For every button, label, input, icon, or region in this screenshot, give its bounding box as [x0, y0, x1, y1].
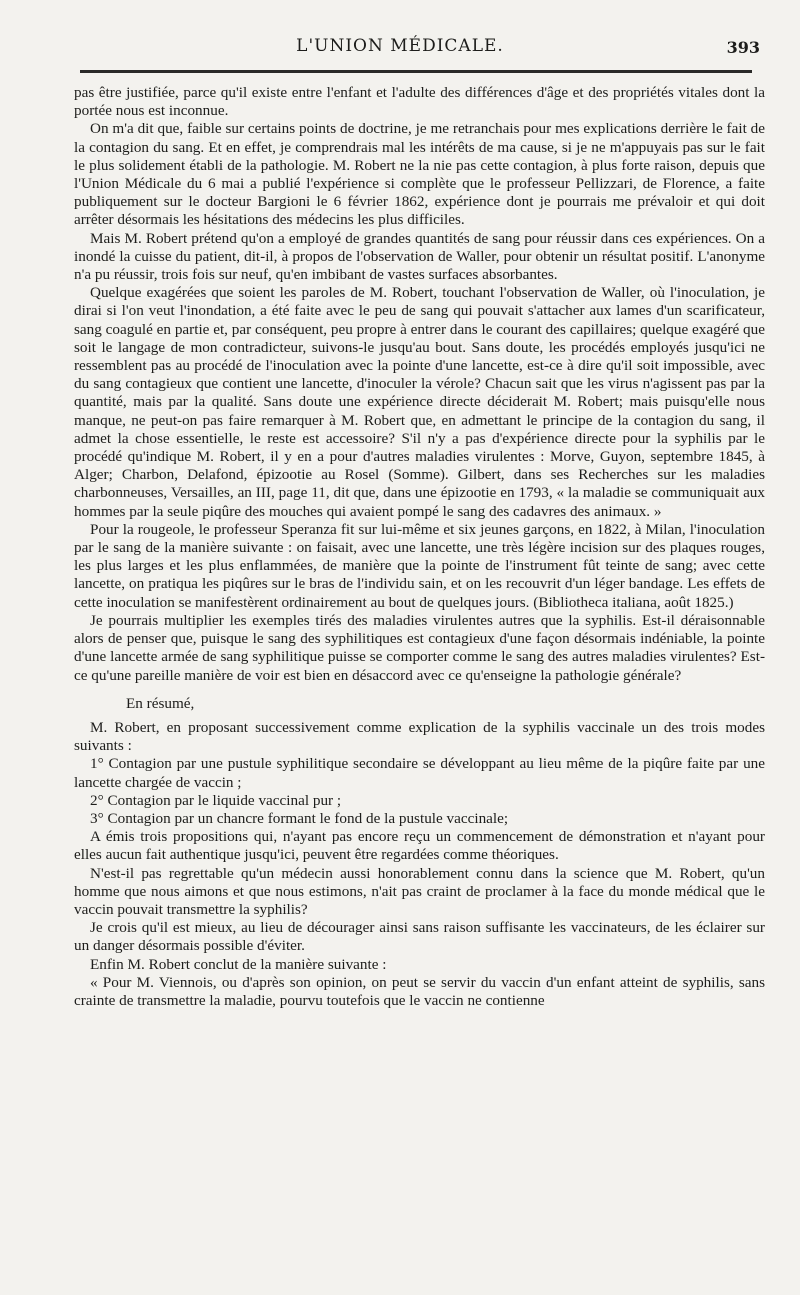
- paragraph-2: On m'a dit que, faible sur certains points de doctrine, je me retranchais pour mes explications derrière le fait de la contagion du sang. Et en effet, je comprendrais mal les intérêts de ma cause, si je ne m'appuyais pas sur le fait le plus solidement établi de la pathologie. M. Robert ne la nie pas cette contagion, à plus forte raison, depuis que l'Union Médicale du 6 mai a publié l'expérience si complète que le professeur Pellizzari, de Florence, a faite publiquement sur le docteur Bargioni le 6 février 1862, expérience dont je pourrais me prévaloir et qui doit arrêter désormais les hésitations des médecins les plus difficiles.: [74, 120, 765, 229]
- paragraph-9: N'est-il pas regrettable qu'un médecin aussi honorablement connu dans la science que M. Robert, qu'un homme que nous aimons et que nous estimons, n'ait pas craint de proclamer à la face du monde médical que le vaccin pouvait transmettre la syphilis?: [74, 864, 765, 918]
- list-item-3: 3° Contagion par un chancre formant le fond de la pustule vaccinale;: [90, 809, 509, 827]
- paragraph-6: Je pourrais multiplier les exemples tirés des maladies virulentes autres que la syphilis. Est-il déraisonnable alors de penser que, puisque le sang des syphilitiques est contagieux d'une façon désormais indéniable, la pointe d'une lancette armée de sang syphilitique puisse se comporter comme le sang des autres maladies virulentes? Est-ce qu'une pareille manière de voir est bien en désaccord avec ce qu'enseigne la pathologie générale?: [74, 611, 765, 684]
- paragraph-8: A émis trois propositions qui, n'ayant pas encore reçu un commencement de démonstration et n'ayant pour elles aucun fait authentique jusqu'ici, peuvent être regardées comme théoriques.: [74, 828, 765, 864]
- paragraph-1: pas être justifiée, parce qu'il existe entre l'enfant et l'adulte des différences d'âge et des propriétés vitales dont la portée nous est inconnue.: [74, 84, 765, 120]
- header-rule: [80, 70, 752, 73]
- summary-heading: En résumé,: [126, 694, 195, 712]
- paragraph-3: Mais M. Robert prétend qu'on a employé de grandes quantités de sang pour réussir dans ces expériences. On a inondé la cuisse du patient, dit-il, à propos de l'observation de Waller, pour obtenir un résultat positif. L'anonyme n'a pu réussir, trois fois sur neuf, qu'en imbibant de vastes surfaces absorbantes.: [74, 229, 765, 284]
- list-item-2: 2° Contagion par le liquide vaccinal pur ;: [90, 791, 342, 809]
- paragraph-12: « Pour M. Viennois, ou d'après son opinion, on peut se servir du vaccin d'un enfant atteint de syphilis, sans crainte de transmettre la maladie, pourvu toutefois que le vaccin ne contienne: [74, 973, 765, 1009]
- page-number: 393: [726, 38, 760, 57]
- list-item-1: 1° Contagion par une pustule syphilitique secondaire se développant au lieu même de la piqûre faite par une lancette chargée de vaccin ;: [74, 755, 765, 791]
- paragraph-7: M. Robert, en proposant successivement comme explication de la syphilis vaccinale un des trois modes suivants :: [74, 718, 765, 755]
- running-title: L'UNION MÉDICALE.: [296, 36, 504, 56]
- paragraph-10: Je crois qu'il est mieux, au lieu de décourager ainsi sans raison suffisante les vaccinateurs, de les éclairer sur un danger désormais possible d'éviter.: [74, 919, 765, 955]
- body-text: [74, 84, 765, 1010]
- paragraph-4: Quelque exagérées que soient les paroles de M. Robert, touchant l'observation de Waller, où l'inoculation, je dirai si l'on veut l'inondation, a été faite avec le peu de sang qui pouvait s'attacher aux lames d'un scarificateur, sang coagulé en partie et, par conséquent, peu propre à entrer dans le courant des capillaires; quelque exagéré que soit le langage de mon contradicteur, suivons-le jusqu'au bout. Sans doute, les procédés employés jusqu'ici ne ressemblent pas au procédé de l'inoculation avec la pointe d'une lancette, est-ce à dire qu'il soit impossible, avec du sang contagieux que contient une lancette, d'inoculer la vérole? Chacun sait que les virus n'agissent pas par la quantité, mais par la qualité. Sans doute une expérience directe déciderait M. Robert; mais puisqu'elle nous manque, ne peut-on pas faire remarquer à M. Robert que, en admettant le principe de la contagion du sang, il admet la chose essentielle, le reste est accessoire? S'il n'y a pas d'expérience directe pour la syphilis par le procédé qu'indique M. Robert, il y en a pour d'autres maladies virulentes : Morve, Guyon, septembre 1845, à Alger; Charbon, Delafond, épizootie au Rosel (Somme). Gilbert, dans ses Recherches sur les maladies charbonneuses, Versailles, an III, page 11, dit que, dans une épizootie en 1793, « la maladie se communiquait aux hommes par la seule piqûre des mouches qui avaient pompé le sang des cadavres des animaux. »: [74, 284, 765, 520]
- paragraph-11: Enfin M. Robert conclut de la manière suivante :: [90, 955, 387, 973]
- paragraph-5: Pour la rougeole, le professeur Speranza fit sur lui-même et six jeunes garçons, en 1822, à Milan, l'inoculation par le sang de la manière suivante : on faisait, avec une lancette, une très légère incision sur des plaques rouges, les plus larges et les plus enflammées, de manière que la pointe de l'instrument fût teinte de sang; avec cette lancette, on pratiqua les piqûres sur le bras de l'individu sain, et on les recouvrit d'un léger bandage. Les effets de cette inoculation se manifestèrent ordinairement au bout de quelques jours. (Bibliotheca italiana, août 1825.): [74, 520, 765, 611]
- page-header: [0, 28, 800, 68]
